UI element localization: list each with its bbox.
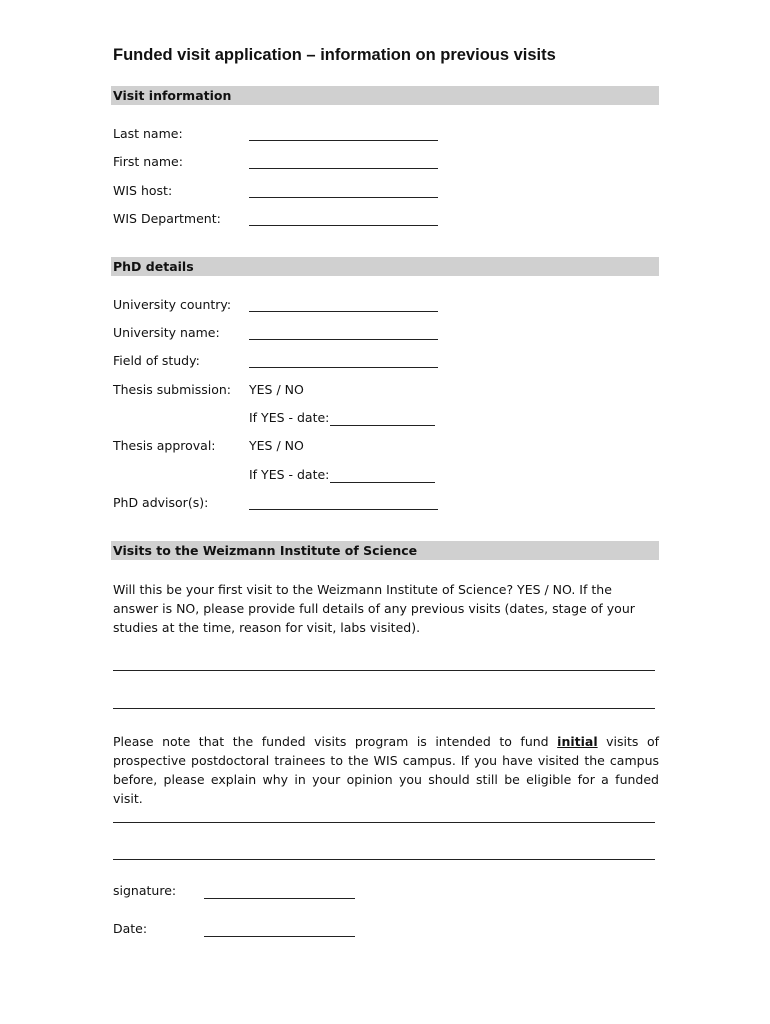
eligibility-note (113, 732, 659, 808)
signature-field[interactable] (204, 898, 355, 899)
eligibility-line-1[interactable] (113, 822, 655, 823)
section-heading: Visits to the Weizmann Institute of Science (113, 543, 418, 558)
section-visits (111, 541, 659, 560)
section-phd-details (111, 257, 659, 276)
initial-emphasis: initial (557, 734, 598, 749)
thesis-submission-label: Thesis submission: (113, 382, 232, 397)
university-name-field[interactable] (249, 339, 438, 340)
date-label: Date: (113, 921, 148, 936)
last-name-field[interactable] (249, 140, 438, 141)
last-name-label: Last name: (113, 126, 183, 141)
wis-host-field[interactable] (249, 197, 438, 198)
university-country-field[interactable] (249, 311, 438, 312)
eligibility-note-text-cont: visits of prospective postdoctoral trainees to the WIS campus. If you have visited the campus before, please explain why in your opinion you should still be eligible for a funded visit. (113, 734, 660, 806)
university-name-label: University name: (113, 325, 220, 340)
eligibility-note-text: Please note that the funded visits program is intended to fund (113, 734, 558, 749)
first-visit-question: Will this be your first visit to the Weizmann Institute of Science? YES / NO. If the answer is NO, please provide full details of any previous visits (dates, stage of your studies at the time, reason for visit, labs visited). (113, 582, 635, 635)
phd-advisor-label: PhD advisor(s): (113, 495, 209, 510)
thesis-submission-date-label: If YES - date: (249, 410, 330, 425)
wis-host-label: WIS host: (113, 183, 173, 198)
thesis-approval-date-field[interactable] (330, 482, 435, 483)
wis-department-label: WIS Department: (113, 211, 221, 226)
phd-advisor-field[interactable] (249, 509, 438, 510)
thesis-approval-choice[interactable]: YES / NO (249, 438, 304, 453)
previous-visits-line-1[interactable] (113, 670, 655, 671)
thesis-approval-label: Thesis approval: (113, 438, 216, 453)
eligibility-line-2[interactable] (113, 859, 655, 860)
page-title: Funded visit application – information on previous visits (113, 46, 556, 64)
first-name-field[interactable] (249, 168, 438, 169)
thesis-submission-date-field[interactable] (330, 425, 435, 426)
date-field[interactable] (204, 936, 355, 937)
section-visit-information (111, 86, 659, 105)
signature-label: signature: (113, 883, 177, 898)
field-of-study-label: Field of study: (113, 353, 200, 368)
field-of-study-field[interactable] (249, 367, 438, 368)
university-country-label: University country: (113, 297, 232, 312)
thesis-approval-date-label: If YES - date: (249, 467, 330, 482)
previous-visits-line-2[interactable] (113, 708, 655, 709)
thesis-submission-choice[interactable]: YES / NO (249, 382, 304, 397)
wis-department-field[interactable] (249, 225, 438, 226)
first-name-label: First name: (113, 154, 183, 169)
section-heading: PhD details (113, 259, 194, 274)
section-heading: Visit information (113, 88, 232, 103)
